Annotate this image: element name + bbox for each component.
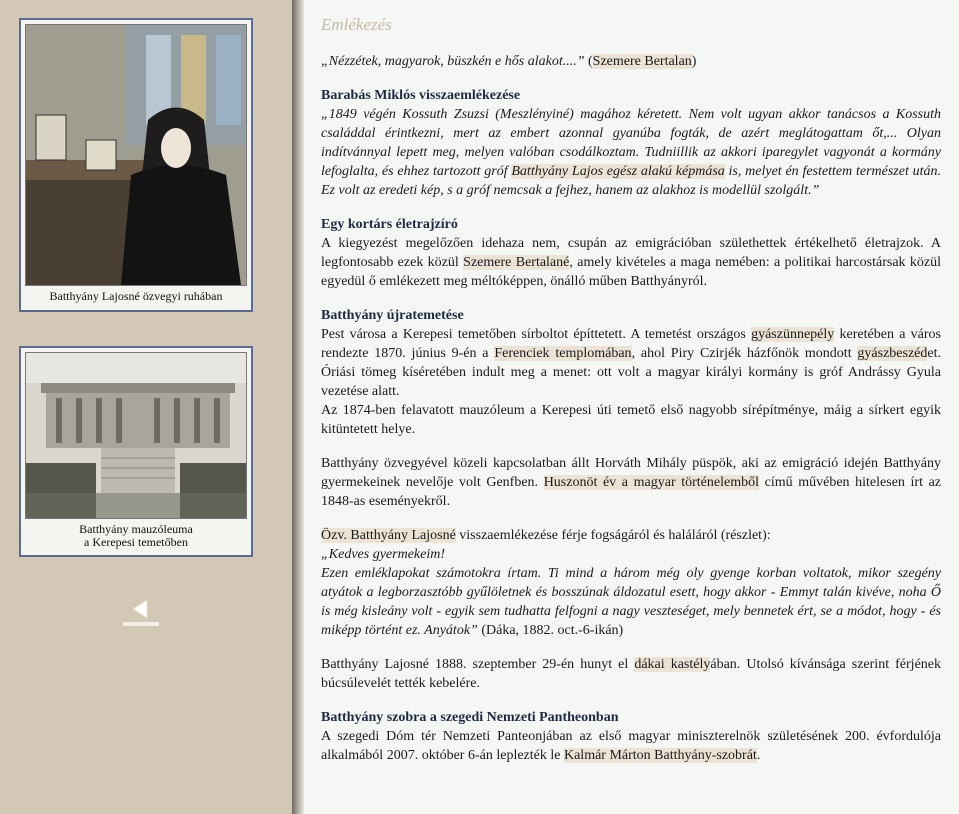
- reburial-text-d: et. Óriási tömeg kíséretében indult meg a menet: ott volt a magyar királyi kormány is gróf Andrássy Gyula vezetése alatt.: [321, 346, 941, 399]
- mausoleum-photo[interactable]: [25, 352, 247, 519]
- widow-text: visszaemlékezése férje fogságáról és haláláról (részlet):: [459, 528, 771, 543]
- biographer-text-a: A kiegyezést megelőzően idehaza nem, csupán az emigrációban születhettek értékelhető életrajzok. A legfontosabb ezek közül: [321, 236, 941, 270]
- page-title: Emlékezés: [321, 15, 392, 34]
- section-horvath: [321, 454, 941, 511]
- section-widow-memoir: [321, 526, 941, 640]
- section-title: Egy kortárs életrajzíró: [321, 217, 458, 232]
- reburial-text-b: keretében a város rendezte 1870. június 9-én a: [321, 327, 942, 361]
- horvath-text-a: Batthyány özvegyével közeli kapcsolatban állt Horváth Mihály püspök, aki az emigráció idején Batthyány gyermekeinek nevelője volt Genfben.: [321, 456, 941, 490]
- article-text: [321, 14, 941, 780]
- franciscan-church-link[interactable]: Ferenciek templomában: [494, 346, 632, 361]
- death-text-b: ában. Utolsó kívánsága szerint férjének búcsúlevelét tették kebelére.: [321, 657, 941, 691]
- mausoleum-photo-card: [19, 346, 253, 557]
- portrait-photo-card: [19, 18, 253, 312]
- statue-text-a: A szegedi Dóm tér Nemzeti Panteonjában az első magyar miniszterelnök születésének 200. évfordulója alkalmából 2007. október 6-án leplezték le: [321, 729, 941, 763]
- quote-author-link[interactable]: Szemere Bertalan: [592, 54, 692, 69]
- horvath-text-b: című művében hitelesen írt az 1848-as eseményekről.: [321, 475, 942, 509]
- quote-text: „Nézzétek, magyarok, büszkén e hős alakot....”: [321, 54, 585, 69]
- funeral-speech-link[interactable]: gyászbeszéd: [857, 346, 928, 361]
- reburial-text-e: Az 1874-ben felavatott mauzóleum a Kerepesi úti temető első nagyobb sírépítménye, máig a sírkert egyik kitüntetett helye.: [321, 403, 941, 437]
- section-barabas: [321, 86, 941, 200]
- death-text-a: Batthyány Lajosné 1888. szeptember 29-én hunyt el: [321, 657, 629, 672]
- statue-text-b: .: [756, 748, 761, 763]
- article-panel: [304, 0, 959, 814]
- left-sidebar: [0, 0, 292, 814]
- biographer-text-b: , amely kivételes a maga nemében: a politikai harcostársak közül egyedül ő emlékezett meg méltóképpen, önálló műben Batthyányról.: [321, 255, 942, 289]
- portrait-caption: Batthyány Lajosné özvegyi ruhában: [49, 289, 223, 303]
- section-title: Batthyány újratemetése: [321, 308, 464, 323]
- castle-link[interactable]: dákai kastély: [634, 657, 711, 672]
- portrait-illustration: [26, 25, 247, 285]
- section-title: Barabás Miklós visszaemlékezése: [321, 88, 521, 103]
- letter-greeting: „Kedves gyermekeim!: [321, 547, 446, 562]
- reburial-text-a: Pest városa a Kerepesi temetőben sírboltot építtetett. A temetést országos: [321, 327, 746, 342]
- mausoleum-caption-line2: a Kerepesi temetőben: [84, 535, 188, 549]
- mourning-ceremony-link[interactable]: gyászünnepély: [751, 327, 835, 342]
- portrait-photo[interactable]: [25, 24, 247, 286]
- letter-date: (Dáka, 1882. oct.-6-ikán): [481, 623, 624, 638]
- portrait-link[interactable]: Batthyány Lajos egész alakú képmása: [511, 164, 725, 179]
- mausoleum-caption-line1: Batthyány mauzóleuma: [79, 522, 193, 536]
- barabas-quote-a: „1849 végén Kossuth Zsuzsi (Meszlényiné) magához kéretett. Nem volt ugyan akkor tanácsos a Kossuth családdal érintkezni, mert az embert azonnal gyanúba fogták, de azért meglátogattam őt,... Olyan indítvánnyal lepett meg, melyen valóban csodálkoztam. Tudniillik az akkori iparegylet vagyonát a kormány lefoglalta, és ehhez tartozott gróf: [321, 107, 941, 179]
- statue-link[interactable]: Kalmár Márton Batthyány-szobrát: [563, 748, 757, 763]
- letter-body: Ezen emléklapokat számotokra írtam. Ti mind a három még oly gyenge korban voltatok, mikor szegény atyátok a legborzasztóbb gyűlöletnek és bosszúnak áldozatul esett, hogy akkor - Emmyt talán kivéve, noha Ő is még kisleány volt - egyik sem tudhatta felfogni a nagy veszteséget, mely bennetek ért, se a módot, hogy - és miképp történt ez. Anyátok”: [321, 566, 941, 638]
- barabas-quote-b: is, melyet én festettem természet után. Ez volt az eredeti kép, s a gróf nemcsak a fejhez, hanem az alakhoz is modellül szolgált.”: [321, 164, 942, 198]
- section-biographer: [321, 215, 941, 291]
- section-title: Batthyány szobra a szegedi Nemzeti Pantheonban: [321, 710, 619, 725]
- left-triangle-icon: [123, 598, 159, 628]
- divider-shadow: [292, 0, 304, 814]
- section-death: [321, 655, 941, 693]
- reburial-text-c: , ahol Piry Czirjék házfőnök mondott: [631, 346, 852, 361]
- opening-quote: „Nézzétek, magyarok, büszkén e hős alakot....” (Szemere Bertalan): [321, 54, 697, 69]
- section-reburial: [321, 306, 941, 439]
- back-button[interactable]: [123, 598, 159, 628]
- widow-link[interactable]: Özv. Batthyány Lajosné: [321, 528, 456, 543]
- szemere-link[interactable]: Szemere Bertalané: [463, 255, 570, 270]
- section-statue: [321, 708, 941, 765]
- book-link[interactable]: Huszonöt év a magyar történelemből: [543, 475, 759, 490]
- mausoleum-illustration: [26, 353, 247, 518]
